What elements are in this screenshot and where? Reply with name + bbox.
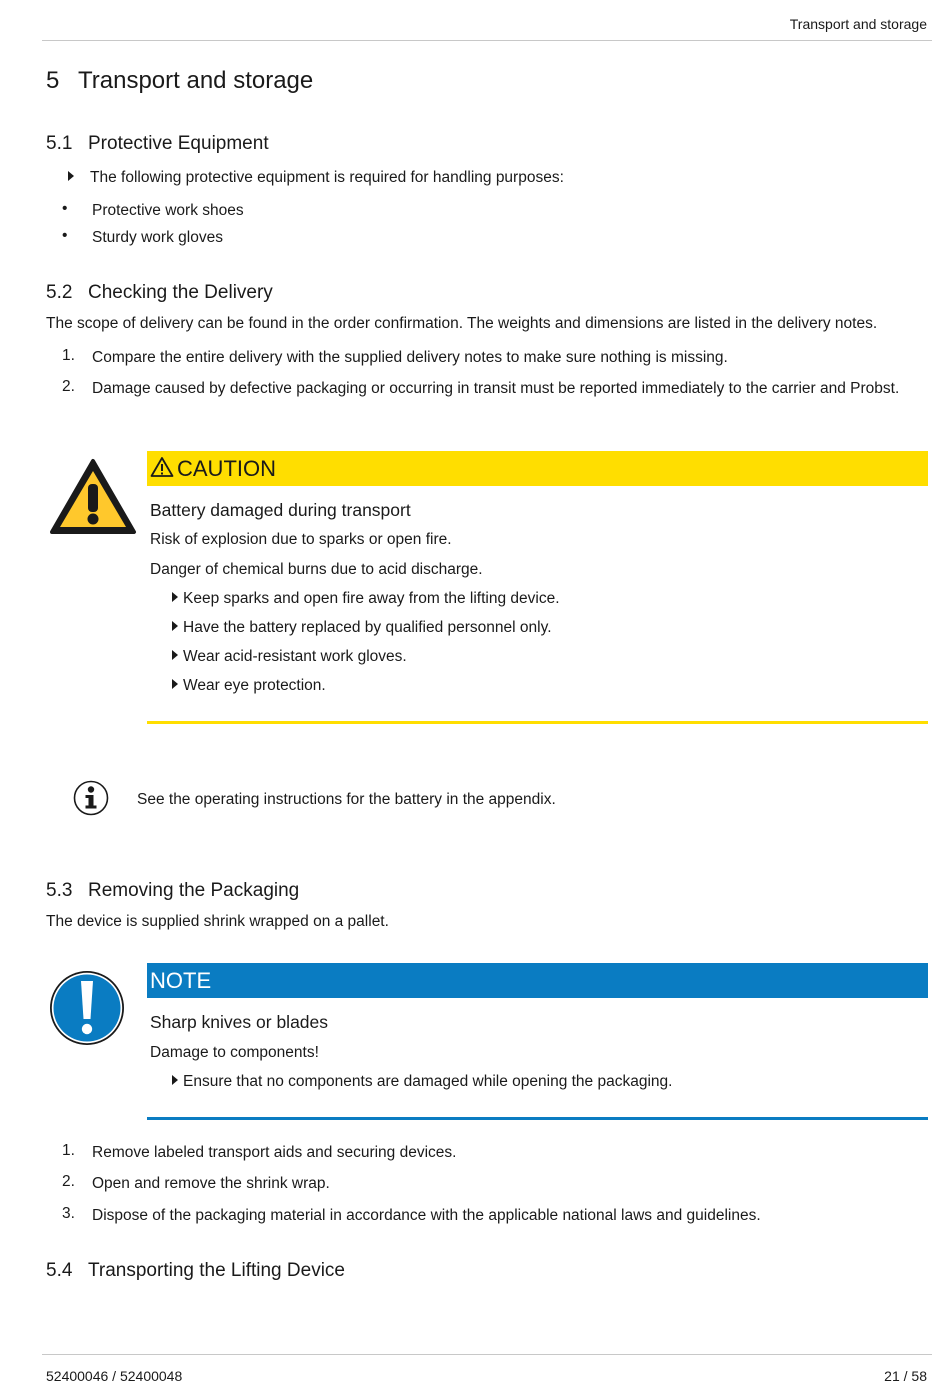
section-number: 5.1 (46, 133, 73, 154)
s51-intro-text: The following protective equipment is required for handling purposes: (90, 169, 564, 186)
caution-action (172, 677, 326, 695)
arrow-right-icon (172, 679, 178, 689)
list-item: Protective work shoes (92, 202, 244, 219)
info-circle-icon (72, 779, 110, 817)
header-divider (42, 40, 932, 41)
section-5-2-heading (46, 282, 273, 304)
note-banner (147, 963, 928, 998)
arrow-right-icon (172, 621, 178, 631)
exclamation-circle-icon (48, 969, 126, 1047)
section-5-3-heading (46, 880, 299, 902)
caution-action (172, 590, 560, 608)
step-number: 1. (62, 347, 75, 364)
arrow-right-icon (172, 1075, 178, 1085)
caution-action (172, 619, 552, 637)
caution-bottom-rule (147, 721, 928, 724)
caution-consequence: Danger of chemical burns due to acid discharge. (150, 561, 483, 578)
bullet-marker: • (62, 227, 68, 244)
footer-page-number: 21 / 58 (884, 1368, 927, 1384)
footer-doc-number: 52400046 / 52400048 (46, 1368, 183, 1384)
note-action (172, 1073, 672, 1091)
step-text: Compare the entire delivery with the supplied delivery notes to make sure nothing is missing. (92, 349, 728, 366)
warning-triangle-icon (48, 457, 138, 537)
step-text: Remove labeled transport aids and securing devices. (92, 1144, 457, 1161)
step-number: 2. (62, 1173, 75, 1190)
arrow-right-icon (68, 171, 74, 181)
step-number: 3. (62, 1205, 75, 1222)
caution-action-text: Wear eye protection. (183, 677, 326, 694)
caution-label: CAUTION (177, 456, 276, 481)
step-text: Dispose of the packaging material in accordance with the applicable national laws and guidelines. (92, 1207, 761, 1224)
s52-intro: The scope of delivery can be found in the order confirmation. The weights and dimensions are listed in the delivery notes. (46, 315, 878, 332)
chapter-heading (46, 67, 313, 95)
arrow-right-icon (172, 592, 178, 602)
section-number: 5.4 (46, 1260, 73, 1281)
chapter-number: 5 (46, 67, 60, 94)
section-title: Transporting the Lifting Device (88, 1260, 345, 1281)
section-title: Removing the Packaging (88, 880, 300, 901)
section-5-4-heading (46, 1260, 345, 1282)
note-consequence: Damage to components! (150, 1044, 319, 1061)
caution-action-text: Wear acid-resistant work gloves. (183, 648, 407, 665)
caution-consequence: Risk of explosion due to sparks or open fire. (150, 531, 452, 548)
step-text: Damage caused by defective packaging or occurring in transit must be reported immediately to the carrier and Probst. (92, 380, 900, 397)
step-number: 1. (62, 1142, 75, 1159)
footer-divider (42, 1354, 932, 1355)
note-action-text: Ensure that no components are damaged while opening the packaging. (183, 1073, 673, 1090)
section-title: Protective Equipment (88, 133, 269, 154)
caution-action-text: Keep sparks and open fire away from the lifting device. (183, 590, 560, 607)
caution-title: Battery damaged during transport (150, 500, 411, 520)
step-text: Open and remove the shrink wrap. (92, 1175, 330, 1192)
bullet-marker: • (62, 200, 68, 217)
section-number: 5.3 (46, 880, 73, 901)
arrow-right-icon (172, 650, 178, 660)
list-item: Sturdy work gloves (92, 229, 223, 246)
note-title: Sharp knives or blades (150, 1012, 329, 1032)
s51-intro (68, 169, 564, 187)
chapter-title: Transport and storage (78, 67, 314, 94)
section-number: 5.2 (46, 282, 73, 303)
section-5-1-heading (46, 133, 269, 155)
s53-intro: The device is supplied shrink wrapped on a pallet. (46, 913, 389, 930)
small-warning-triangle-icon (150, 456, 174, 478)
note-bottom-rule (147, 1117, 928, 1120)
caution-action (172, 648, 407, 666)
caution-action-text: Have the battery replaced by qualified personnel only. (183, 619, 552, 636)
caution-banner (147, 451, 928, 486)
section-title: Checking the Delivery (88, 282, 273, 303)
info-text: See the operating instructions for the battery in the appendix. (137, 791, 556, 808)
note-label: NOTE (150, 968, 212, 993)
step-number: 2. (62, 378, 75, 395)
running-header: Transport and storage (789, 16, 927, 32)
